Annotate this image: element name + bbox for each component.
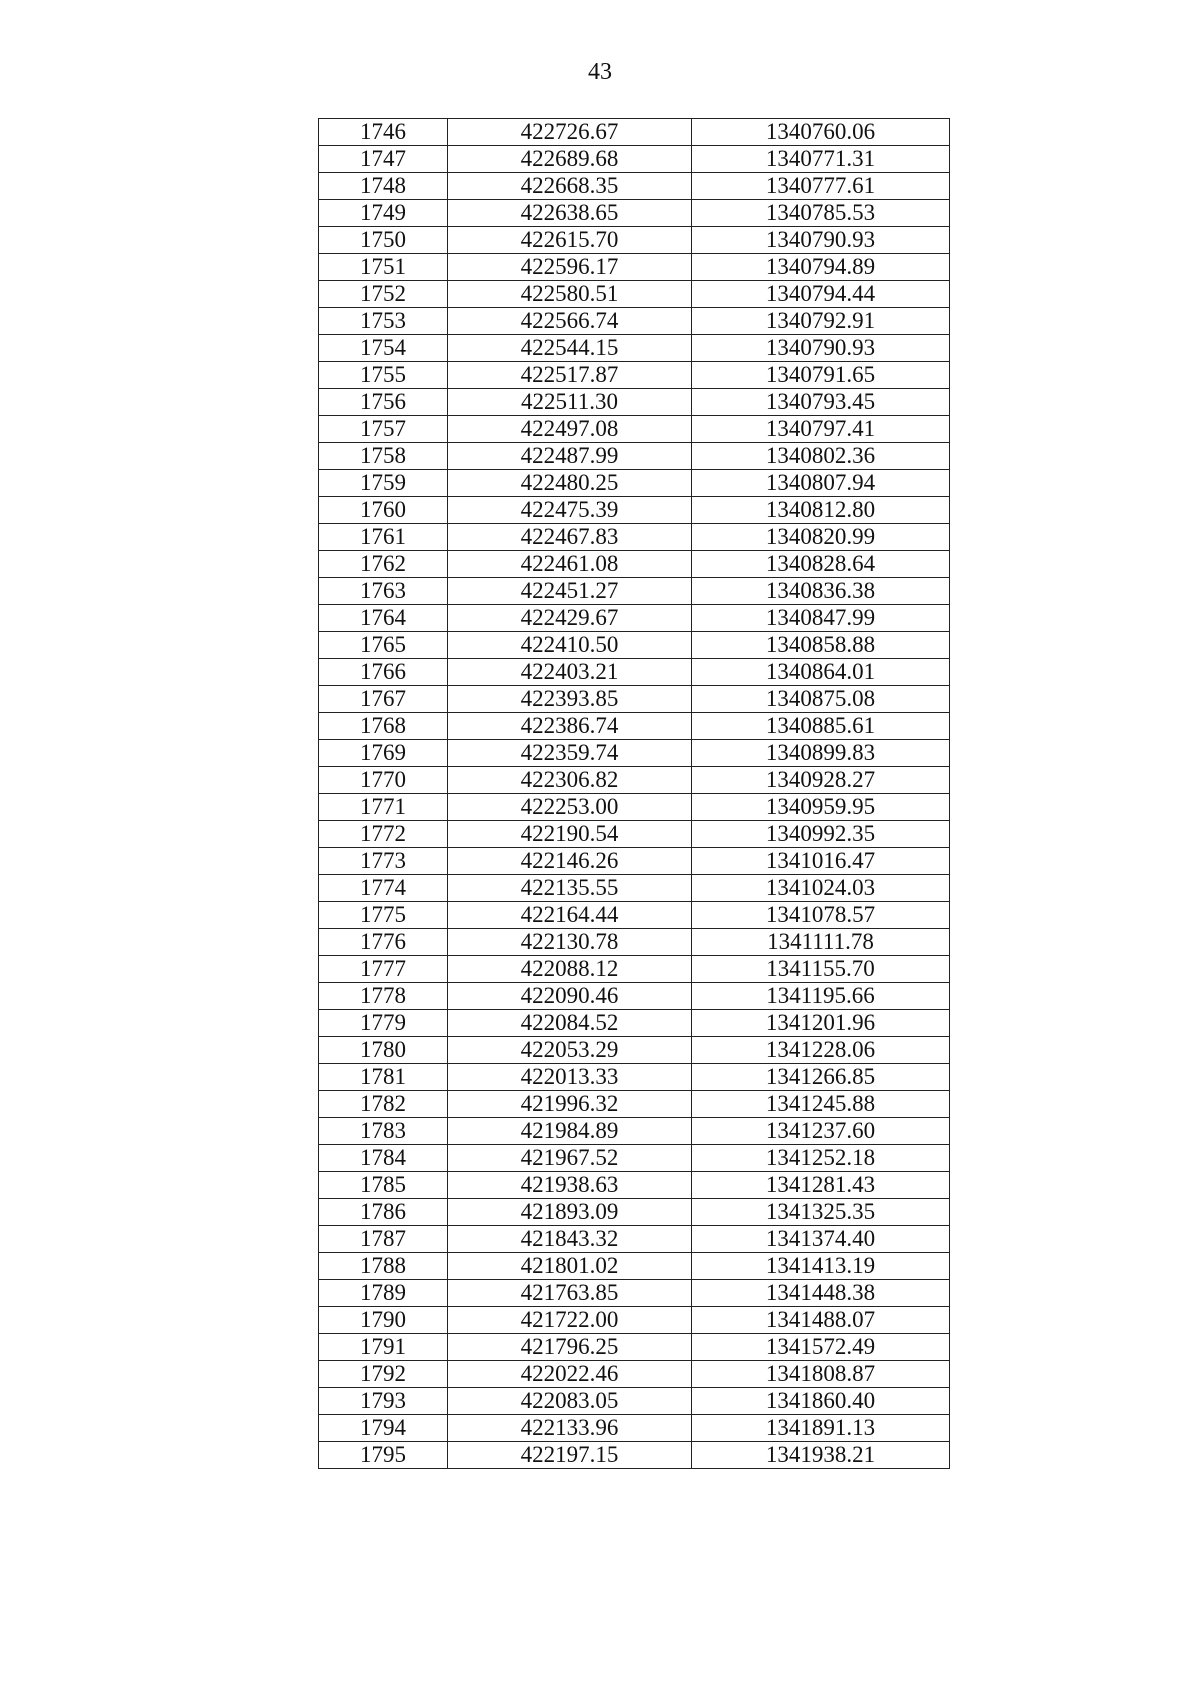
y-coordinate-cell: 1341374.40	[692, 1226, 950, 1253]
x-coordinate-cell: 422090.46	[448, 983, 692, 1010]
x-coordinate-cell: 422596.17	[448, 254, 692, 281]
x-coordinate-cell: 422393.85	[448, 686, 692, 713]
y-coordinate-cell: 1340771.31	[692, 146, 950, 173]
point-number-cell: 1769	[319, 740, 448, 767]
point-number-cell: 1790	[319, 1307, 448, 1334]
x-coordinate-cell: 422580.51	[448, 281, 692, 308]
x-coordinate-cell: 422511.30	[448, 389, 692, 416]
point-number-cell: 1753	[319, 308, 448, 335]
x-coordinate-cell: 422615.70	[448, 227, 692, 254]
point-number-cell: 1760	[319, 497, 448, 524]
y-coordinate-cell: 1340797.41	[692, 416, 950, 443]
y-coordinate-cell: 1341237.60	[692, 1118, 950, 1145]
point-number-cell: 1762	[319, 551, 448, 578]
y-coordinate-cell: 1341252.18	[692, 1145, 950, 1172]
y-coordinate-cell: 1340760.06	[692, 119, 950, 146]
y-coordinate-cell: 1341572.49	[692, 1334, 950, 1361]
page-number: 43	[588, 59, 612, 85]
point-number-cell: 1746	[319, 119, 448, 146]
table-row	[319, 1010, 950, 1037]
point-number-cell: 1765	[319, 632, 448, 659]
y-coordinate-cell: 1340802.36	[692, 443, 950, 470]
y-coordinate-cell: 1341266.85	[692, 1064, 950, 1091]
point-number-cell: 1763	[319, 578, 448, 605]
table-row	[319, 686, 950, 713]
x-coordinate-cell: 422253.00	[448, 794, 692, 821]
table-row	[319, 200, 950, 227]
point-number-cell: 1789	[319, 1280, 448, 1307]
table-row	[319, 497, 950, 524]
table-row	[319, 254, 950, 281]
y-coordinate-cell: 1341808.87	[692, 1361, 950, 1388]
table-row	[319, 227, 950, 254]
table-row	[319, 821, 950, 848]
x-coordinate-cell: 421996.32	[448, 1091, 692, 1118]
table-row	[319, 524, 950, 551]
point-number-cell: 1775	[319, 902, 448, 929]
table-row	[319, 308, 950, 335]
table-row	[319, 362, 950, 389]
x-coordinate-cell: 422013.33	[448, 1064, 692, 1091]
y-coordinate-cell: 1341195.66	[692, 983, 950, 1010]
table-row	[319, 659, 950, 686]
point-number-cell: 1791	[319, 1334, 448, 1361]
x-coordinate-cell: 422429.67	[448, 605, 692, 632]
x-coordinate-cell: 421893.09	[448, 1199, 692, 1226]
y-coordinate-cell: 1341488.07	[692, 1307, 950, 1334]
point-number-cell: 1774	[319, 875, 448, 902]
point-number-cell: 1761	[319, 524, 448, 551]
table-row	[319, 713, 950, 740]
point-number-cell: 1773	[319, 848, 448, 875]
point-number-cell: 1759	[319, 470, 448, 497]
point-number-cell: 1754	[319, 335, 448, 362]
x-coordinate-cell: 421843.32	[448, 1226, 692, 1253]
x-coordinate-cell: 422461.08	[448, 551, 692, 578]
point-number-cell: 1764	[319, 605, 448, 632]
x-coordinate-cell: 421984.89	[448, 1118, 692, 1145]
y-coordinate-cell: 1341016.47	[692, 848, 950, 875]
y-coordinate-cell: 1340812.80	[692, 497, 950, 524]
table-row	[319, 875, 950, 902]
y-coordinate-cell: 1340836.38	[692, 578, 950, 605]
x-coordinate-cell: 422467.83	[448, 524, 692, 551]
y-coordinate-cell: 1340777.61	[692, 173, 950, 200]
x-coordinate-cell: 421796.25	[448, 1334, 692, 1361]
x-coordinate-cell: 422544.15	[448, 335, 692, 362]
y-coordinate-cell: 1341228.06	[692, 1037, 950, 1064]
point-number-cell: 1776	[319, 929, 448, 956]
point-number-cell: 1777	[319, 956, 448, 983]
table-row	[319, 146, 950, 173]
x-coordinate-cell: 422022.46	[448, 1361, 692, 1388]
table-row	[319, 1199, 950, 1226]
point-number-cell: 1758	[319, 443, 448, 470]
y-coordinate-cell: 1340864.01	[692, 659, 950, 686]
point-number-cell: 1786	[319, 1199, 448, 1226]
x-coordinate-cell: 422084.52	[448, 1010, 692, 1037]
table-row	[319, 119, 950, 146]
x-coordinate-cell: 422190.54	[448, 821, 692, 848]
point-number-cell: 1755	[319, 362, 448, 389]
point-number-cell: 1747	[319, 146, 448, 173]
y-coordinate-cell: 1340790.93	[692, 335, 950, 362]
point-number-cell: 1770	[319, 767, 448, 794]
table-row	[319, 1334, 950, 1361]
point-number-cell: 1768	[319, 713, 448, 740]
point-number-cell: 1748	[319, 173, 448, 200]
y-coordinate-cell: 1340790.93	[692, 227, 950, 254]
x-coordinate-cell: 422083.05	[448, 1388, 692, 1415]
y-coordinate-cell: 1340791.65	[692, 362, 950, 389]
y-coordinate-cell: 1341155.70	[692, 956, 950, 983]
y-coordinate-cell: 1341891.13	[692, 1415, 950, 1442]
y-coordinate-cell: 1341281.43	[692, 1172, 950, 1199]
x-coordinate-cell: 421722.00	[448, 1307, 692, 1334]
table-row	[319, 929, 950, 956]
point-number-cell: 1785	[319, 1172, 448, 1199]
x-coordinate-cell: 422135.55	[448, 875, 692, 902]
x-coordinate-cell: 421801.02	[448, 1253, 692, 1280]
table-row	[319, 983, 950, 1010]
point-number-cell: 1756	[319, 389, 448, 416]
table-row	[319, 1037, 950, 1064]
y-coordinate-cell: 1340992.35	[692, 821, 950, 848]
coordinates-table	[318, 118, 950, 1469]
x-coordinate-cell: 422146.26	[448, 848, 692, 875]
point-number-cell: 1757	[319, 416, 448, 443]
point-number-cell: 1795	[319, 1442, 448, 1469]
y-coordinate-cell: 1340928.27	[692, 767, 950, 794]
table-row	[319, 1145, 950, 1172]
point-number-cell: 1781	[319, 1064, 448, 1091]
table-row	[319, 443, 950, 470]
point-number-cell: 1778	[319, 983, 448, 1010]
point-number-cell: 1792	[319, 1361, 448, 1388]
x-coordinate-cell: 421763.85	[448, 1280, 692, 1307]
point-number-cell: 1750	[319, 227, 448, 254]
table-row	[319, 902, 950, 929]
point-number-cell: 1749	[319, 200, 448, 227]
table-row	[319, 173, 950, 200]
table-row	[319, 956, 950, 983]
x-coordinate-cell: 421967.52	[448, 1145, 692, 1172]
table-row	[319, 767, 950, 794]
coordinates-table-body	[319, 119, 950, 1469]
table-row	[319, 632, 950, 659]
point-number-cell: 1772	[319, 821, 448, 848]
table-row	[319, 1442, 950, 1469]
x-coordinate-cell: 422475.39	[448, 497, 692, 524]
x-coordinate-cell: 422497.08	[448, 416, 692, 443]
y-coordinate-cell: 1340785.53	[692, 200, 950, 227]
point-number-cell: 1751	[319, 254, 448, 281]
y-coordinate-cell: 1340807.94	[692, 470, 950, 497]
x-coordinate-cell: 422480.25	[448, 470, 692, 497]
table-row	[319, 335, 950, 362]
x-coordinate-cell: 421938.63	[448, 1172, 692, 1199]
point-number-cell: 1752	[319, 281, 448, 308]
table-row	[319, 281, 950, 308]
y-coordinate-cell: 1340959.95	[692, 794, 950, 821]
table-row	[319, 1307, 950, 1334]
y-coordinate-cell: 1340792.91	[692, 308, 950, 335]
x-coordinate-cell: 422133.96	[448, 1415, 692, 1442]
point-number-cell: 1794	[319, 1415, 448, 1442]
table-row	[319, 1172, 950, 1199]
y-coordinate-cell: 1341413.19	[692, 1253, 950, 1280]
table-row	[319, 1253, 950, 1280]
x-coordinate-cell: 422386.74	[448, 713, 692, 740]
table-row	[319, 1361, 950, 1388]
x-coordinate-cell: 422403.21	[448, 659, 692, 686]
table-row	[319, 1388, 950, 1415]
table-row	[319, 416, 950, 443]
table-row	[319, 1226, 950, 1253]
y-coordinate-cell: 1340858.88	[692, 632, 950, 659]
table-row	[319, 1415, 950, 1442]
x-coordinate-cell: 422668.35	[448, 173, 692, 200]
y-coordinate-cell: 1341078.57	[692, 902, 950, 929]
table-row	[319, 605, 950, 632]
y-coordinate-cell: 1340875.08	[692, 686, 950, 713]
point-number-cell: 1787	[319, 1226, 448, 1253]
x-coordinate-cell: 422566.74	[448, 308, 692, 335]
x-coordinate-cell: 422197.15	[448, 1442, 692, 1469]
y-coordinate-cell: 1340899.83	[692, 740, 950, 767]
point-number-cell: 1784	[319, 1145, 448, 1172]
table-row	[319, 470, 950, 497]
y-coordinate-cell: 1341111.78	[692, 929, 950, 956]
table-row	[319, 578, 950, 605]
point-number-cell: 1767	[319, 686, 448, 713]
point-number-cell: 1780	[319, 1037, 448, 1064]
y-coordinate-cell: 1341860.40	[692, 1388, 950, 1415]
table-row	[319, 551, 950, 578]
y-coordinate-cell: 1341024.03	[692, 875, 950, 902]
x-coordinate-cell: 422487.99	[448, 443, 692, 470]
x-coordinate-cell: 422689.68	[448, 146, 692, 173]
table-row	[319, 1118, 950, 1145]
y-coordinate-cell: 1340820.99	[692, 524, 950, 551]
table-row	[319, 1280, 950, 1307]
point-number-cell: 1771	[319, 794, 448, 821]
y-coordinate-cell: 1341245.88	[692, 1091, 950, 1118]
point-number-cell: 1766	[319, 659, 448, 686]
x-coordinate-cell: 422726.67	[448, 119, 692, 146]
y-coordinate-cell: 1340847.99	[692, 605, 950, 632]
y-coordinate-cell: 1340794.44	[692, 281, 950, 308]
x-coordinate-cell: 422359.74	[448, 740, 692, 767]
y-coordinate-cell: 1340885.61	[692, 713, 950, 740]
y-coordinate-cell: 1340828.64	[692, 551, 950, 578]
x-coordinate-cell: 422638.65	[448, 200, 692, 227]
x-coordinate-cell: 422451.27	[448, 578, 692, 605]
x-coordinate-cell: 422164.44	[448, 902, 692, 929]
point-number-cell: 1793	[319, 1388, 448, 1415]
x-coordinate-cell: 422130.78	[448, 929, 692, 956]
x-coordinate-cell: 422517.87	[448, 362, 692, 389]
point-number-cell: 1782	[319, 1091, 448, 1118]
x-coordinate-cell: 422088.12	[448, 956, 692, 983]
y-coordinate-cell: 1341201.96	[692, 1010, 950, 1037]
y-coordinate-cell: 1341325.35	[692, 1199, 950, 1226]
x-coordinate-cell: 422306.82	[448, 767, 692, 794]
y-coordinate-cell: 1341448.38	[692, 1280, 950, 1307]
point-number-cell: 1779	[319, 1010, 448, 1037]
table-row	[319, 740, 950, 767]
table-row	[319, 848, 950, 875]
y-coordinate-cell: 1341938.21	[692, 1442, 950, 1469]
point-number-cell: 1788	[319, 1253, 448, 1280]
point-number-cell: 1783	[319, 1118, 448, 1145]
y-coordinate-cell: 1340794.89	[692, 254, 950, 281]
table-row	[319, 794, 950, 821]
y-coordinate-cell: 1340793.45	[692, 389, 950, 416]
x-coordinate-cell: 422410.50	[448, 632, 692, 659]
table-row	[319, 1091, 950, 1118]
table-row	[319, 1064, 950, 1091]
x-coordinate-cell: 422053.29	[448, 1037, 692, 1064]
table-row	[319, 389, 950, 416]
